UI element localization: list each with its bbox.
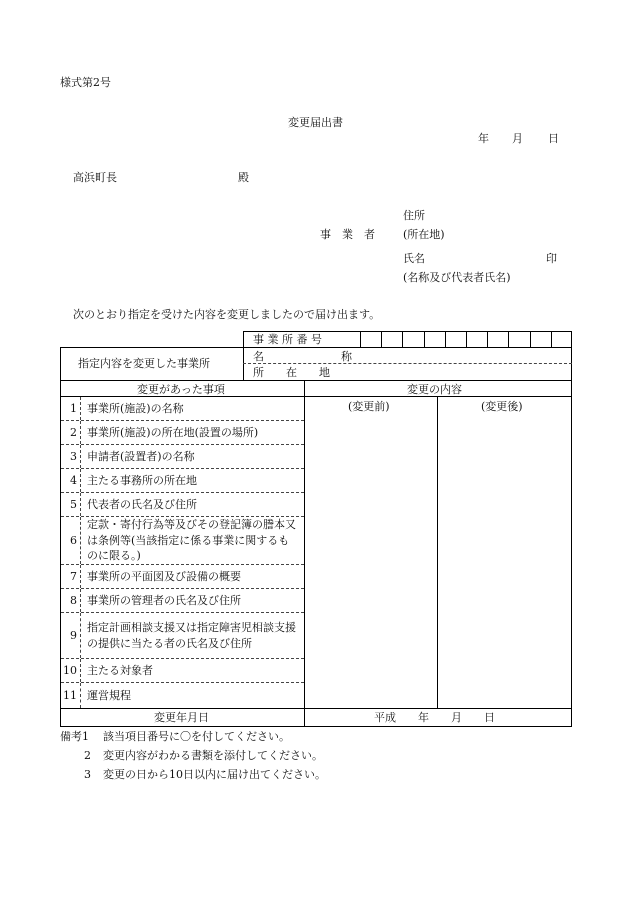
address-sub-label: (所在地) — [403, 228, 445, 241]
change-item-number[interactable]: 1 — [61, 397, 81, 420]
change-item-text: 指定計画相談支援又は指定障害児相談支援の提供に当たる者の氏名及び住所 — [87, 620, 296, 650]
notes-label: 備考1 — [60, 730, 89, 743]
date-year: 年 — [478, 132, 489, 145]
change-item-row[interactable] — [61, 397, 304, 421]
change-item-number[interactable]: 2 — [61, 421, 81, 444]
divider — [243, 331, 244, 380]
office-number-box[interactable] — [508, 331, 529, 347]
change-item-number[interactable]: 9 — [61, 613, 81, 658]
address-label: 住所 — [403, 209, 425, 222]
change-item-row[interactable] — [61, 683, 304, 708]
after-label: (変更後) — [481, 400, 523, 413]
office-number-box[interactable] — [424, 331, 445, 347]
seal-mark: 印 — [546, 252, 557, 265]
change-item-text: 事業所(施設)の名称 — [87, 401, 184, 415]
before-label: (変更前) — [348, 400, 390, 413]
name-label: 氏名 — [403, 252, 425, 265]
office-number-box[interactable] — [466, 331, 487, 347]
note-2: 変更内容がわかる書類を添付してください。 — [103, 749, 323, 762]
office-info-table — [60, 331, 572, 380]
note-3: 変更の日から10日以内に届け出てください。 — [103, 768, 326, 781]
change-item-number[interactable]: 4 — [61, 469, 81, 492]
change-item-row[interactable] — [61, 493, 304, 517]
change-item-row[interactable] — [61, 565, 304, 589]
note-1: 該当項目番号に〇を付してください。 — [103, 730, 290, 743]
change-date-label: 変更年月日 — [154, 711, 209, 724]
change-item-row[interactable] — [61, 589, 304, 613]
intro-text: 次のとおり指定を受けた内容を変更しましたので届け出ます。 — [73, 308, 381, 321]
change-item-text: 申請者(設置者)の名称 — [87, 449, 195, 463]
change-item-text: 事業所の平面図及び設備の概要 — [87, 569, 241, 583]
change-item-text: 運営規程 — [87, 688, 131, 702]
divider — [243, 363, 572, 364]
change-item-row[interactable] — [61, 469, 304, 493]
note-number-2: 2 — [84, 749, 91, 762]
change-item-text: 主たる対象者 — [87, 663, 153, 677]
change-item-number[interactable]: 8 — [61, 589, 81, 612]
office-name-label: 名 称 — [253, 350, 352, 363]
change-item-text: 定款・寄付行為等及びその登記簿の謄本又は条例等(当該指定に係る事業に関するものに限る。) — [87, 517, 296, 563]
office-number-box[interactable] — [551, 331, 572, 347]
change-item-number[interactable]: 3 — [61, 445, 81, 468]
change-item-number[interactable]: 5 — [61, 493, 81, 516]
change-item-row[interactable] — [61, 421, 304, 445]
change-item-text: 事業所(施設)の所在地(設置の場所) — [87, 425, 259, 439]
office-number-label: 事 業 所 番 号 — [253, 333, 322, 346]
office-number-box[interactable] — [487, 331, 508, 347]
office-number-box[interactable] — [402, 331, 423, 347]
office-changed-label: 指定内容を変更した事業所 — [78, 357, 210, 370]
change-item-text: 主たる事務所の所在地 — [87, 473, 197, 487]
addressee-honorific: 殿 — [238, 171, 249, 184]
document-title: 変更届出書 — [288, 116, 343, 129]
change-item-number[interactable]: 10 — [61, 659, 81, 682]
change-item-row[interactable] — [61, 445, 304, 469]
change-date-value[interactable]: 平成 年 月 日 — [374, 711, 495, 724]
change-item-text: 代表者の氏名及び住所 — [87, 497, 197, 511]
form-number: 様式第2号 — [60, 76, 111, 89]
office-number-box[interactable] — [360, 331, 381, 347]
change-item-number[interactable]: 11 — [61, 683, 81, 708]
date-month: 月 — [512, 132, 523, 145]
change-item-row[interactable] — [61, 659, 304, 683]
office-number-box[interactable] — [445, 331, 466, 347]
change-item-text: 事業所の管理者の氏名及び住所 — [87, 593, 241, 607]
office-number-box[interactable] — [381, 331, 402, 347]
note-number-3: 3 — [84, 768, 91, 781]
addressee-name: 高浜町長 — [73, 171, 117, 184]
office-location-label: 所 在 地 — [253, 366, 330, 379]
col-content-header: 変更の内容 — [407, 383, 462, 396]
office-number-box[interactable] — [530, 331, 551, 347]
name-sub-label: (名称及び代表者氏名) — [403, 271, 511, 284]
change-items-list — [61, 397, 304, 708]
changes-table — [60, 380, 572, 727]
divider — [437, 397, 438, 708]
col-items-header: 変更があった事項 — [137, 383, 225, 396]
divider — [243, 347, 572, 348]
change-item-number[interactable]: 7 — [61, 565, 81, 588]
change-item-row[interactable] — [61, 517, 304, 565]
divider — [61, 708, 571, 709]
divider — [304, 381, 305, 726]
change-item-row[interactable] — [61, 613, 304, 659]
change-item-number[interactable]: 6 — [61, 517, 81, 564]
date-day: 日 — [548, 132, 559, 145]
applicant-role: 事 業 者 — [320, 228, 375, 241]
office-number-boxes[interactable] — [360, 331, 572, 347]
